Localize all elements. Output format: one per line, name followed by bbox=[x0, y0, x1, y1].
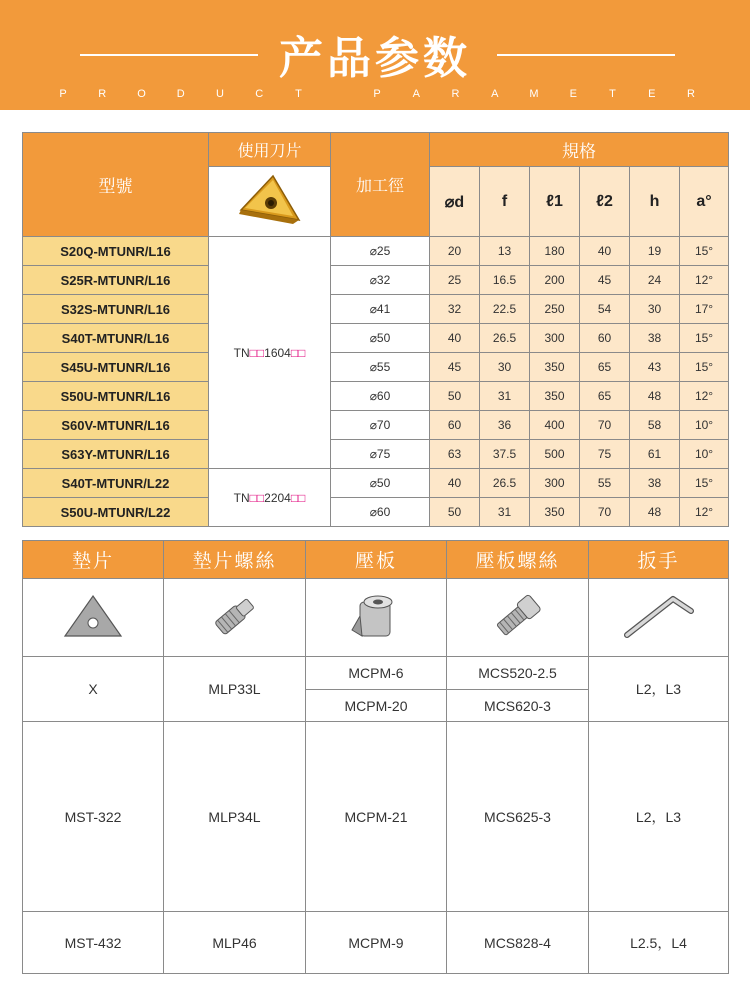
spec-cell: 15° bbox=[680, 324, 729, 353]
spec-cell: 26.5 bbox=[480, 469, 530, 498]
spec-cell: 60 bbox=[430, 411, 480, 440]
clamp-screw-image-cell bbox=[447, 579, 589, 657]
clamp-screw-cell: MCS620-3 bbox=[447, 690, 589, 722]
subtitle-letter: M bbox=[529, 88, 539, 100]
spec-cell: 50 bbox=[430, 382, 480, 411]
table-row bbox=[23, 722, 729, 912]
spec-cell: 12° bbox=[680, 382, 729, 411]
subtitle-letter: R bbox=[451, 88, 460, 100]
spec-cell: 17° bbox=[680, 295, 729, 324]
model-cell: S20Q-MTUNR/L16 bbox=[23, 237, 209, 266]
spec-cell: 70 bbox=[580, 411, 630, 440]
subtitle-letter: T bbox=[295, 88, 302, 100]
spec-cell: 31 bbox=[480, 498, 530, 527]
spec-cell: 65 bbox=[580, 382, 630, 411]
spec-cell: 43 bbox=[630, 353, 680, 382]
spec-cell: 40 bbox=[430, 324, 480, 353]
model-cell: S60V-MTUNR/L16 bbox=[23, 411, 209, 440]
subtitle-letter: E bbox=[648, 88, 656, 100]
header-insert: 使用刀片 bbox=[209, 133, 331, 167]
table-row bbox=[23, 440, 729, 469]
table-row bbox=[23, 657, 729, 690]
subtitle-letter: P bbox=[59, 88, 67, 100]
spec-cell: 300 bbox=[530, 469, 580, 498]
subtitle-letter bbox=[331, 88, 345, 100]
triangle-insert-icon bbox=[233, 170, 307, 228]
clamp-screw-icon bbox=[488, 588, 548, 644]
bore-cell: ⌀50 bbox=[331, 324, 430, 353]
spec-table bbox=[22, 132, 729, 527]
header-wrench: 扳手 bbox=[589, 541, 729, 579]
page-subtitle bbox=[0, 88, 750, 100]
spec-cell: 40 bbox=[580, 237, 630, 266]
table-row bbox=[23, 498, 729, 527]
wrench-cell: L2，L3 bbox=[589, 657, 729, 722]
spec-cell: 26.5 bbox=[480, 324, 530, 353]
header-clamp: 壓板 bbox=[306, 541, 447, 579]
clamp-screw-cell: MCS625-3 bbox=[447, 722, 589, 912]
clamp-screw-cell: MCS828-4 bbox=[447, 912, 589, 974]
spec-cell: 15° bbox=[680, 237, 729, 266]
spec-cell: 19 bbox=[630, 237, 680, 266]
spec-cell: 15° bbox=[680, 353, 729, 382]
header-shim: 墊片 bbox=[23, 541, 164, 579]
shim-image-cell bbox=[23, 579, 164, 657]
shim-screw-image-cell bbox=[164, 579, 306, 657]
model-cell: S40T-MTUNR/L22 bbox=[23, 469, 209, 498]
shim-screw-icon bbox=[205, 588, 265, 644]
table-row bbox=[23, 353, 729, 382]
table-row bbox=[23, 237, 729, 266]
clamp-screw-cell: MCS520-2.5 bbox=[447, 657, 589, 690]
spec-cell: 32 bbox=[430, 295, 480, 324]
spec-cell: 45 bbox=[580, 266, 630, 295]
spec-cell: 48 bbox=[630, 498, 680, 527]
model-cell: S50U-MTUNR/L22 bbox=[23, 498, 209, 527]
spec-cell: 30 bbox=[630, 295, 680, 324]
bore-cell: ⌀60 bbox=[331, 498, 430, 527]
spec-cell: 45 bbox=[430, 353, 480, 382]
col-l2: ℓ2 bbox=[580, 167, 630, 237]
clamp-cell: MCPM-9 bbox=[306, 912, 447, 974]
spec-cell: 12° bbox=[680, 266, 729, 295]
spec-cell: 10° bbox=[680, 411, 729, 440]
subtitle-letter: R bbox=[687, 88, 695, 100]
triangle-shim-icon bbox=[61, 592, 125, 640]
header-shim-screw: 墊片螺絲 bbox=[164, 541, 306, 579]
spec-cell: 60 bbox=[580, 324, 630, 353]
icon-row bbox=[23, 579, 729, 657]
subtitle-letter: C bbox=[255, 88, 264, 100]
spec-cell: 24 bbox=[630, 266, 680, 295]
header-model: 型號 bbox=[23, 133, 209, 237]
spec-cell: 63 bbox=[430, 440, 480, 469]
table-row bbox=[23, 266, 729, 295]
clamp-icon bbox=[346, 586, 406, 646]
col-l1: ℓ1 bbox=[530, 167, 580, 237]
spec-cell: 50 bbox=[430, 498, 480, 527]
table-row bbox=[23, 382, 729, 411]
spec-cell: 37.5 bbox=[480, 440, 530, 469]
spec-cell: 250 bbox=[530, 295, 580, 324]
spec-cell: 48 bbox=[630, 382, 680, 411]
clamp-cell: MCPM-20 bbox=[306, 690, 447, 722]
wrench-image-cell bbox=[589, 579, 729, 657]
wrench-cell: L2.5，L4 bbox=[589, 912, 729, 974]
parts-table bbox=[22, 540, 729, 974]
model-cell: S25R-MTUNR/L16 bbox=[23, 266, 209, 295]
subtitle-letter: D bbox=[176, 88, 185, 100]
spec-cell: 38 bbox=[630, 469, 680, 498]
subtitle-letter: P bbox=[373, 88, 381, 100]
wrench-cell: L2，L3 bbox=[589, 722, 729, 912]
spec-cell: 61 bbox=[630, 440, 680, 469]
spec-cell: 13 bbox=[480, 237, 530, 266]
spec-cell: 30 bbox=[480, 353, 530, 382]
spec-cell: 350 bbox=[530, 498, 580, 527]
model-cell: S32S-MTUNR/L16 bbox=[23, 295, 209, 324]
table-row bbox=[23, 411, 729, 440]
shim-screw-cell: MLP34L bbox=[164, 722, 306, 912]
spec-cell: 38 bbox=[630, 324, 680, 353]
hex-wrench-icon bbox=[621, 591, 697, 641]
table-row bbox=[23, 324, 729, 353]
subtitle-letter: A bbox=[412, 88, 420, 100]
bore-cell: ⌀41 bbox=[331, 295, 430, 324]
spec-cell: 20 bbox=[430, 237, 480, 266]
insert-code-cell: TN□□1604□□ bbox=[209, 237, 331, 469]
insert-code-cell: TN□□2204□□ bbox=[209, 469, 331, 527]
spec-cell: 40 bbox=[430, 469, 480, 498]
spec-cell: 54 bbox=[580, 295, 630, 324]
col-f: f bbox=[480, 167, 530, 237]
model-cell: S40T-MTUNR/L16 bbox=[23, 324, 209, 353]
spec-cell: 400 bbox=[530, 411, 580, 440]
bore-cell: ⌀25 bbox=[331, 237, 430, 266]
spec-cell: 180 bbox=[530, 237, 580, 266]
table-row bbox=[23, 295, 729, 324]
shim-cell: MST-432 bbox=[23, 912, 164, 974]
col-a: a° bbox=[680, 167, 729, 237]
spec-cell: 200 bbox=[530, 266, 580, 295]
subtitle-letter: O bbox=[137, 88, 146, 100]
spec-cell: 65 bbox=[580, 353, 630, 382]
model-cell: S63Y-MTUNR/L16 bbox=[23, 440, 209, 469]
bore-cell: ⌀60 bbox=[331, 382, 430, 411]
header-spec: 規格 bbox=[430, 133, 729, 167]
spec-cell: 55 bbox=[580, 469, 630, 498]
shim-screw-cell: MLP33L bbox=[164, 657, 306, 722]
shim-cell: X bbox=[23, 657, 164, 722]
spec-cell: 75 bbox=[580, 440, 630, 469]
bore-cell: ⌀55 bbox=[331, 353, 430, 382]
spec-cell: 36 bbox=[480, 411, 530, 440]
table-row bbox=[23, 912, 729, 974]
table-row bbox=[23, 469, 729, 498]
header-banner bbox=[0, 0, 750, 110]
header-clamp-screw: 壓板螺絲 bbox=[447, 541, 589, 579]
subtitle-letter: R bbox=[98, 88, 107, 100]
subtitle-letter: T bbox=[609, 88, 616, 100]
subtitle-letter: U bbox=[216, 88, 224, 100]
shim-cell: MST-322 bbox=[23, 722, 164, 912]
subtitle-letter: E bbox=[569, 88, 577, 100]
clamp-cell: MCPM-6 bbox=[306, 657, 447, 690]
subtitle-letter: A bbox=[491, 88, 499, 100]
bore-cell: ⌀50 bbox=[331, 469, 430, 498]
title-rule-right bbox=[497, 54, 675, 56]
bore-cell: ⌀32 bbox=[331, 266, 430, 295]
clamp-cell: MCPM-21 bbox=[306, 722, 447, 912]
spec-cell: 25 bbox=[430, 266, 480, 295]
col-h: h bbox=[630, 167, 680, 237]
header-bore: 加工徑 bbox=[331, 133, 430, 237]
spec-cell: 10° bbox=[680, 440, 729, 469]
spec-cell: 58 bbox=[630, 411, 680, 440]
model-cell: S45U-MTUNR/L16 bbox=[23, 353, 209, 382]
bore-cell: ⌀70 bbox=[331, 411, 430, 440]
shim-screw-cell: MLP46 bbox=[164, 912, 306, 974]
spec-cell: 300 bbox=[530, 324, 580, 353]
model-cell: S50U-MTUNR/L16 bbox=[23, 382, 209, 411]
spec-cell: 16.5 bbox=[480, 266, 530, 295]
spec-cell: 12° bbox=[680, 498, 729, 527]
clamp-image-cell bbox=[306, 579, 447, 657]
spec-cell: 31 bbox=[480, 382, 530, 411]
spec-cell: 15° bbox=[680, 469, 729, 498]
spec-cell: 500 bbox=[530, 440, 580, 469]
bore-cell: ⌀75 bbox=[331, 440, 430, 469]
page-title: 产品参数 bbox=[279, 33, 471, 84]
spec-cell: 350 bbox=[530, 353, 580, 382]
spec-cell: 22.5 bbox=[480, 295, 530, 324]
insert-image-cell bbox=[209, 167, 331, 237]
col-d: ⌀d bbox=[430, 167, 480, 237]
spec-cell: 70 bbox=[580, 498, 630, 527]
spec-cell: 350 bbox=[530, 382, 580, 411]
